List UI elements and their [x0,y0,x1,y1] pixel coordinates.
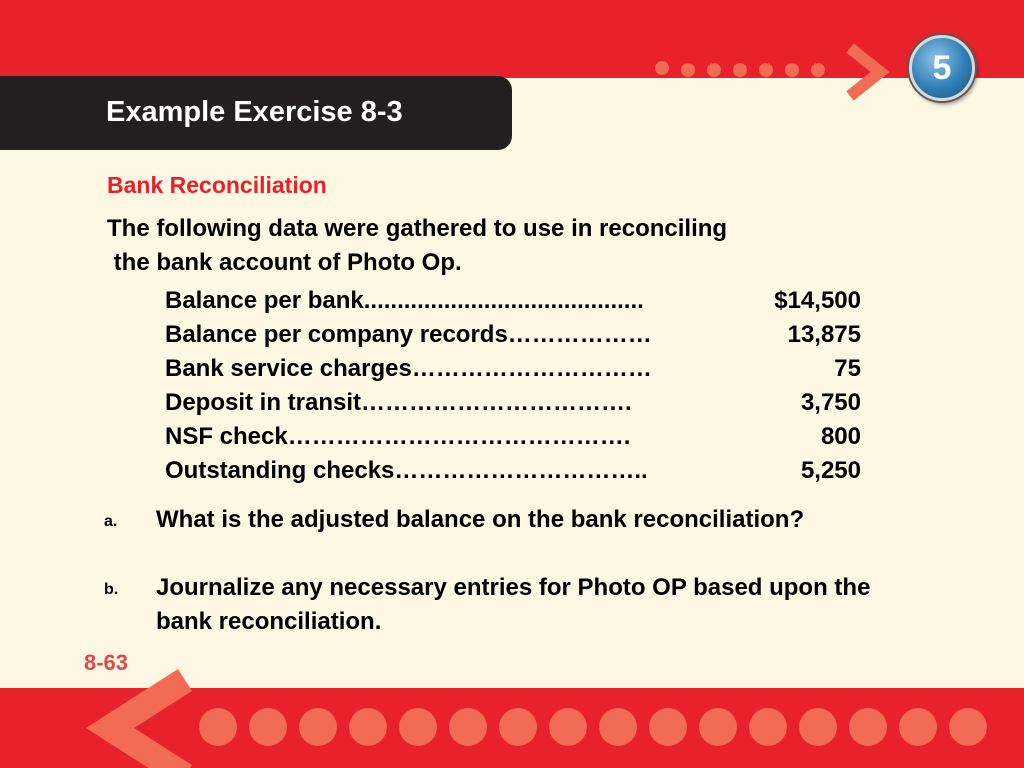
top-red-band [0,0,1024,78]
data-row-label: Balance per company records……………… [165,321,652,348]
data-row-value: 75 [834,355,861,382]
slide-number: 8-63 [84,650,129,675]
question-a [104,503,904,571]
bottom-red-band [0,688,1024,768]
data-row-label: Balance per bank.......................................... [165,287,644,314]
question-b [104,571,904,639]
data-row-balance-per-bank [165,287,865,321]
data-row-balance-per-company [165,321,865,355]
question-marker: b. [104,581,119,598]
data-row-value: 13,875 [787,321,861,348]
data-row-value: $14,500 [774,287,861,314]
intro-line: the bank account of Photo Op. [107,249,462,276]
data-row-value: 5,250 [800,457,861,484]
data-row-label: NSF check……………………………………. [165,423,631,450]
intro-text [107,212,887,280]
data-row-label: Bank service charges………………………… [165,355,652,382]
data-row-value: 800 [820,423,861,450]
data-row-outstanding-checks [165,457,865,491]
data-row-value: 3,750 [800,389,861,416]
question-text: Journalize any necessary entries for Photo OP based upon the bank reconciliation. [156,574,871,635]
data-row-nsf-check [165,423,865,457]
slide-subtitle: Bank Reconciliation [107,172,327,198]
data-row-label: Deposit in transit……………………………. [165,389,632,416]
data-row-deposit-in-transit [165,389,865,423]
chapter-badge [909,35,975,101]
chapter-number: 5 [932,48,952,87]
data-row-bank-service-charges [165,355,865,389]
question-text: What is the adjusted balance on the bank reconciliation? [156,506,805,533]
slide-title: Example Exercise 8-3 [106,96,403,128]
intro-line: The following data were gathered to use in reconciling [107,215,728,242]
question-marker: a. [104,513,118,530]
data-row-label: Outstanding checks………………………….. [165,457,648,484]
